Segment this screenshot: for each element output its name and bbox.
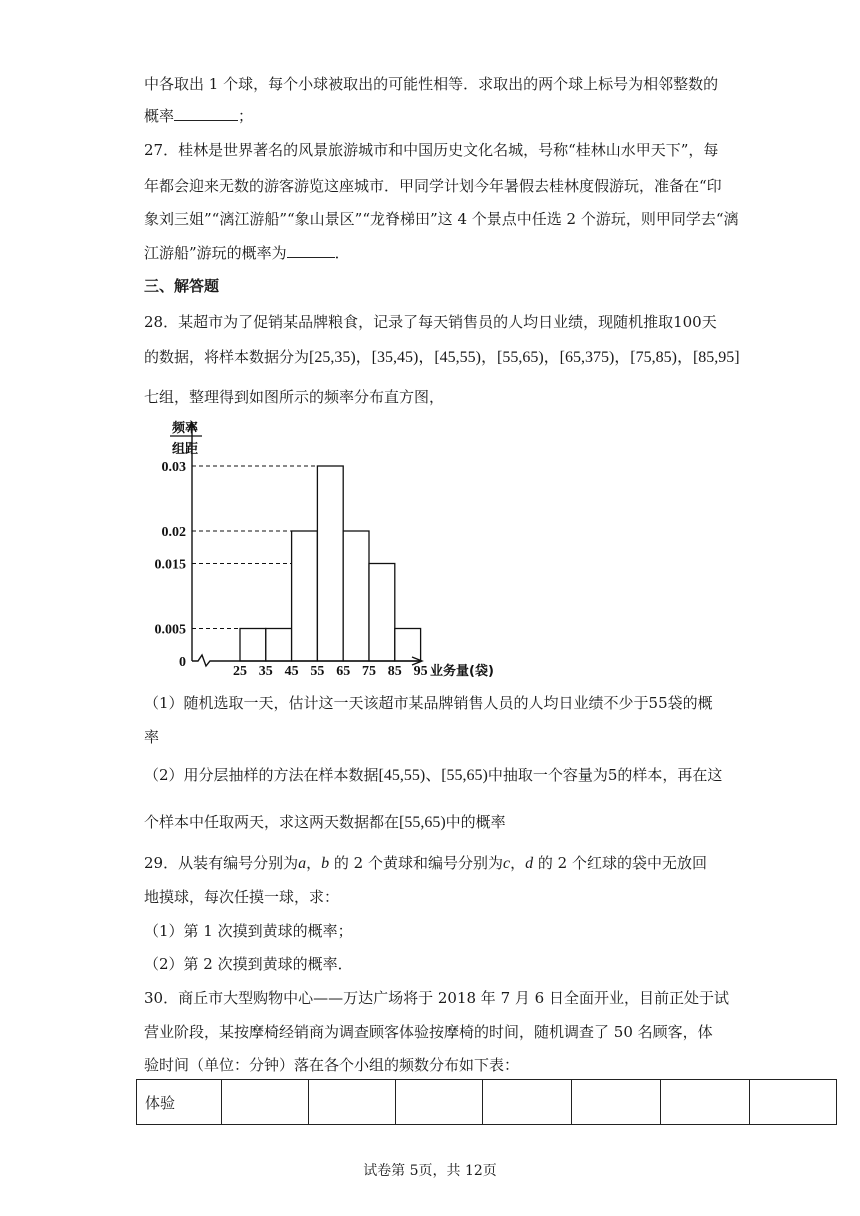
- q28-part2-math-b: [55,65): [399, 814, 446, 831]
- q28-part2-text-c: 个样本中任取两天，求这两天数据都在: [144, 813, 400, 831]
- q29-line-2: 地摸球，每次任摸一球，求：: [144, 888, 340, 906]
- answer-blank: [174, 106, 238, 121]
- histogram-bar: [395, 629, 421, 662]
- q29-text-e: 的 2 个红球的袋中无放回: [533, 854, 707, 872]
- q27-line-3: 象刘三姐”“漓江游船”“象山景区”“龙脊梯田”这 4 个景点中任选 2 个游玩，则甲同学去“漓: [144, 210, 739, 228]
- table-cell: [661, 1080, 750, 1125]
- q29-part-2: （2）第 2 次摸到黄球的概率．: [144, 955, 353, 973]
- q30-line-1: 30．商丘市大型购物中心——万达广场将于 2018 年 7 月 6 日全面开业，目前正处于试: [144, 989, 729, 1007]
- histogram-bar: [317, 466, 343, 661]
- page-footer: 试卷第 5页，共 12页: [363, 1163, 497, 1179]
- histogram-bar: [266, 629, 292, 662]
- q27-line-4-end: ．: [334, 244, 350, 262]
- q28-line-3: 七组，整理得到如图所示的频率分布直方图，: [144, 388, 445, 406]
- var-a: a: [298, 855, 307, 872]
- y-axis-label-top: 频率: [172, 421, 199, 436]
- q28-part2-line-1: [144, 765, 722, 786]
- q27-line-1: 27．桂林是世界著名的风景旅游城市和中国历史文化名城，号称“桂林山水甲天下”，每: [144, 141, 719, 159]
- y-tick-label: 0.005: [154, 622, 186, 638]
- q28-line-2-text: 的数据，将样本数据分为: [144, 348, 310, 366]
- histogram-bar: [369, 564, 395, 662]
- x-tick-label: 25: [233, 664, 247, 679]
- x-tick-label: 95: [413, 664, 428, 679]
- table-cell: [309, 1080, 396, 1125]
- q30-line-2: 营业阶段，某按摩椅经销商为调查顾客体验按摩椅的时间，随机调查了 50 名顾客，体: [144, 1023, 713, 1041]
- y-tick-label: 0.03: [161, 460, 186, 475]
- table-cell: [483, 1080, 572, 1125]
- q26-line-1: 中各取出 1 个球，每个小球被取出的可能性相等．求取出的两个球上标号为相邻整数的: [144, 75, 719, 93]
- table-cell: [572, 1080, 661, 1125]
- q28-line-1: 28．某超市为了促销某品牌粮食，记录了每天销售员的人均日业绩，现随机推取100天: [144, 313, 717, 331]
- q28-part2-text-a: （2）用分层抽样的方法在样本数据: [144, 766, 379, 784]
- q29-text-d: ，: [510, 854, 526, 872]
- frequency-table: [136, 1079, 837, 1125]
- x-tick-labels: [233, 664, 428, 679]
- histogram-bars: [240, 466, 421, 661]
- q28-intervals: [25,35)，[35,45)，[45,55)，[55,65)，[65,375)，[75,85)，[85,95]: [309, 349, 740, 366]
- q29-line-1: [144, 853, 707, 874]
- q30-line-3: 验时间（单位：分钟）落在各个小组的频数分布如下表：: [144, 1056, 520, 1074]
- x-tick-label: 35: [258, 664, 273, 679]
- q28-part1-line-1: （1）随机选取一天，估计这一天该超市某品牌销售人员的人均日业绩不少于55袋的概: [144, 694, 713, 712]
- frequency-histogram: [150, 418, 510, 683]
- q28-line-2: [144, 347, 740, 368]
- table-cell-experience: 体验: [137, 1080, 222, 1125]
- q28-part2-line-2: [144, 812, 506, 833]
- y-tick-label: 0: [179, 655, 186, 670]
- q28-part2-text-b: 中抽取一个容量为5的样本，再在这: [487, 766, 723, 784]
- table-cell: [396, 1080, 483, 1125]
- histogram-bar: [292, 531, 318, 661]
- q27-line-4: [144, 243, 350, 263]
- q29-text-b: ，: [306, 854, 322, 872]
- y-tick-label: 0.015: [154, 557, 186, 573]
- y-tick-label: 0.02: [161, 525, 186, 540]
- table-row: [137, 1080, 837, 1125]
- var-b: b: [321, 855, 330, 872]
- y-axis-label-bottom: 组距: [172, 442, 199, 457]
- var-c: c: [502, 855, 511, 872]
- x-axis-label: 业务量(袋): [430, 664, 494, 679]
- q29-text-a: 29．从装有编号分别为: [144, 854, 299, 872]
- q26-line-2: [144, 106, 253, 126]
- x-tick-label: 65: [336, 664, 351, 679]
- var-d: d: [525, 855, 534, 872]
- x-tick-label: 45: [284, 664, 299, 679]
- table-cell: [222, 1080, 309, 1125]
- table-cell: [750, 1080, 837, 1125]
- histogram-bar: [343, 531, 369, 661]
- y-tick-labels: [155, 460, 187, 670]
- x-tick-label: 85: [387, 664, 402, 679]
- q28-part2-text-d: 中的概率: [445, 813, 506, 831]
- q27-line-4-text: 江游船”游玩的概率为: [144, 244, 287, 262]
- q29-part-1: （1）第 1 次摸到黄球的概率；: [144, 922, 353, 940]
- histogram-bar: [240, 629, 266, 662]
- q28-part1-line-2: 率: [144, 728, 160, 746]
- q26-line-2-end: ；: [238, 107, 254, 125]
- q29-text-c: 的 2 个黄球和编号分别为: [329, 854, 503, 872]
- section-heading: 三、解答题: [144, 277, 220, 295]
- x-tick-label: 55: [310, 664, 325, 679]
- x-tick-label: 75: [362, 664, 376, 679]
- q28-part2-math-a: [45,55)、[55,65): [378, 767, 488, 784]
- q26-line-2-text: 概率: [144, 107, 175, 125]
- q27-line-2: 年都会迎来无数的游客游览这座城市．甲同学计划今年暑假去桂林度假游玩，准备在“印: [144, 177, 722, 195]
- answer-blank: [287, 243, 335, 258]
